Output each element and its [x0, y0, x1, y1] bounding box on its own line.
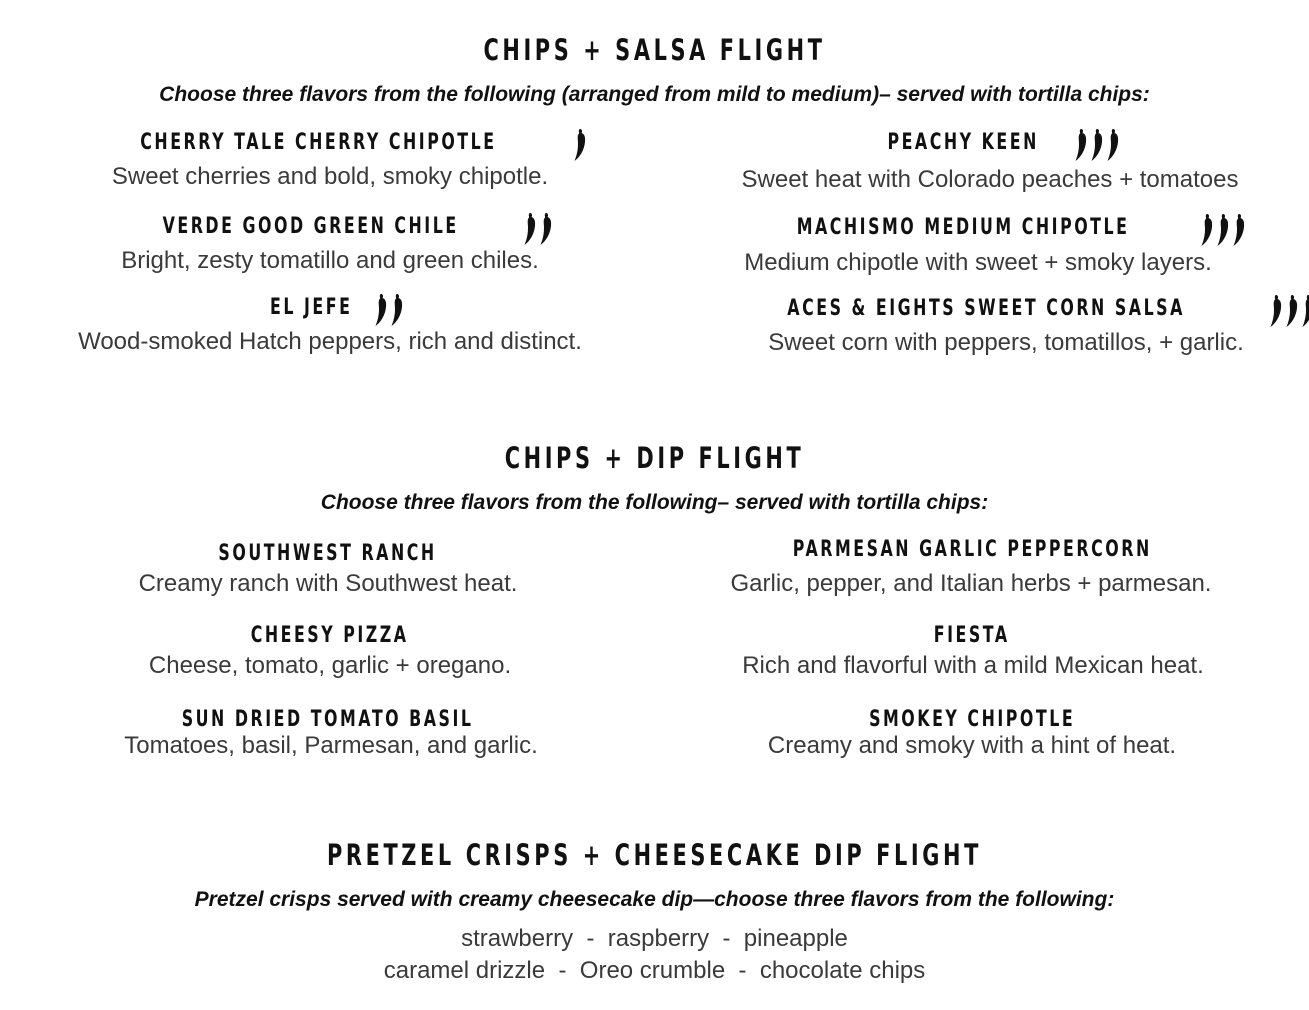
dip-flight-title: CHIPS + DIP FLIGHT: [504, 441, 805, 475]
item-name: MACHISMO MEDIUM CHIPOTLE: [796, 215, 1130, 241]
item-description: Wood-smoked Hatch peppers, rich and distinct.: [78, 328, 582, 355]
pretzel-flight-subtitle: Pretzel crisps served with creamy cheesecake dip—choose three flavors from the following:: [194, 888, 1115, 911]
chili-pepper-icon: [539, 212, 553, 246]
item-name: SOUTHWEST RANCH: [218, 541, 438, 566]
menu-item-smokey-chipotle: [672, 707, 1272, 732]
item-name: CHERRY TALE CHERRY CHIPOTLE: [140, 130, 497, 156]
menu-item-cheesy-pizza: [30, 623, 630, 648]
menu-item-southwest-ranch: [28, 541, 628, 566]
chili-pepper-icon: [1232, 213, 1246, 247]
item-description: Sweet heat with Colorado peaches + tomatoes: [741, 166, 1239, 193]
chili-pepper-icon: [1200, 213, 1214, 247]
item-description: Creamy and smoky with a hint of heat.: [767, 732, 1177, 759]
item-name: FIESTA: [934, 623, 1010, 648]
item-description: Creamy ranch with Southwest heat.: [138, 570, 518, 597]
heat-rating: [1200, 213, 1248, 247]
chili-pepper-icon: [390, 293, 404, 327]
heat-rating: [1269, 294, 1309, 328]
chili-pepper-icon: [1216, 213, 1230, 247]
menu-item-parmesan-garlic: [672, 537, 1272, 562]
item-description: Bright, zesty tomatillo and green chiles.: [121, 247, 539, 274]
chili-pepper-icon: [1090, 128, 1104, 162]
item-name: SMOKEY CHIPOTLE: [868, 707, 1076, 732]
chili-pepper-icon: [1269, 294, 1283, 328]
menu-item-peachy-keen: [690, 128, 1290, 162]
item-description: Cheese, tomato, garlic + oregano.: [148, 652, 512, 679]
menu-item-cherry-tale: [30, 128, 630, 162]
item-name: VERDE GOOD GREEN CHILE: [162, 214, 459, 240]
item-name: CHEESY PIZZA: [251, 623, 409, 648]
chili-pepper-icon: [523, 212, 537, 246]
cheesecake-flavors-line-1: strawberry - raspberry - pineapple: [461, 925, 848, 952]
heat-rating: [374, 293, 406, 327]
menu-item-machismo: [690, 213, 1290, 247]
item-description: Sweet corn with peppers, tomatillos, + garlic.: [768, 329, 1244, 356]
item-description: Medium chipotle with sweet + smoky layers.: [744, 249, 1212, 276]
heat-rating: [1074, 128, 1122, 162]
item-description: Sweet cherries and bold, smoky chipotle.: [111, 163, 549, 190]
heat-rating: [573, 128, 589, 162]
item-name: EL JEFE: [269, 295, 352, 321]
chili-pepper-icon: [1285, 294, 1299, 328]
item-name: PARMESAN GARLIC PEPPERCORN: [792, 537, 1152, 562]
pretzel-flight-title: PRETZEL CRISPS + CHEESECAKE DIP FLIGHT: [327, 838, 982, 872]
menu-item-el-jefe: [30, 293, 630, 327]
menu-item-aces-eights: [710, 294, 1309, 328]
item-description: Garlic, pepper, and Italian herbs + parmesan.: [730, 570, 1212, 597]
menu-item-fiesta: [672, 623, 1272, 648]
item-description: Tomatoes, basil, Parmesan, and garlic.: [124, 732, 538, 759]
cheesecake-flavors-line-2: caramel drizzle - Oreo crumble - chocolate chips: [383, 957, 926, 984]
chili-pepper-icon: [1106, 128, 1120, 162]
salsa-flight-subtitle: Choose three flavors from the following (arranged from mild to medium)– served with tortilla chips:: [159, 83, 1150, 106]
chili-pepper-icon: [1074, 128, 1088, 162]
item-name: PEACHY KEEN: [887, 130, 1039, 156]
chili-pepper-icon: [374, 293, 388, 327]
chili-pepper-icon: [573, 128, 587, 162]
salsa-flight-title: CHIPS + SALSA FLIGHT: [483, 33, 826, 67]
item-name: SUN DRIED TOMATO BASIL: [182, 707, 474, 732]
item-name: ACES & EIGHTS SWEET CORN SALSA: [787, 296, 1185, 322]
menu-item-verde-good: [30, 212, 630, 246]
menu-item-sun-dried-tomato: [28, 707, 628, 732]
item-description: Rich and flavorful with a mild Mexican heat.: [742, 652, 1204, 679]
dip-flight-subtitle: Choose three flavors from the following– served with tortilla chips:: [320, 491, 989, 514]
heat-rating: [523, 212, 555, 246]
chili-pepper-icon: [1301, 294, 1309, 328]
